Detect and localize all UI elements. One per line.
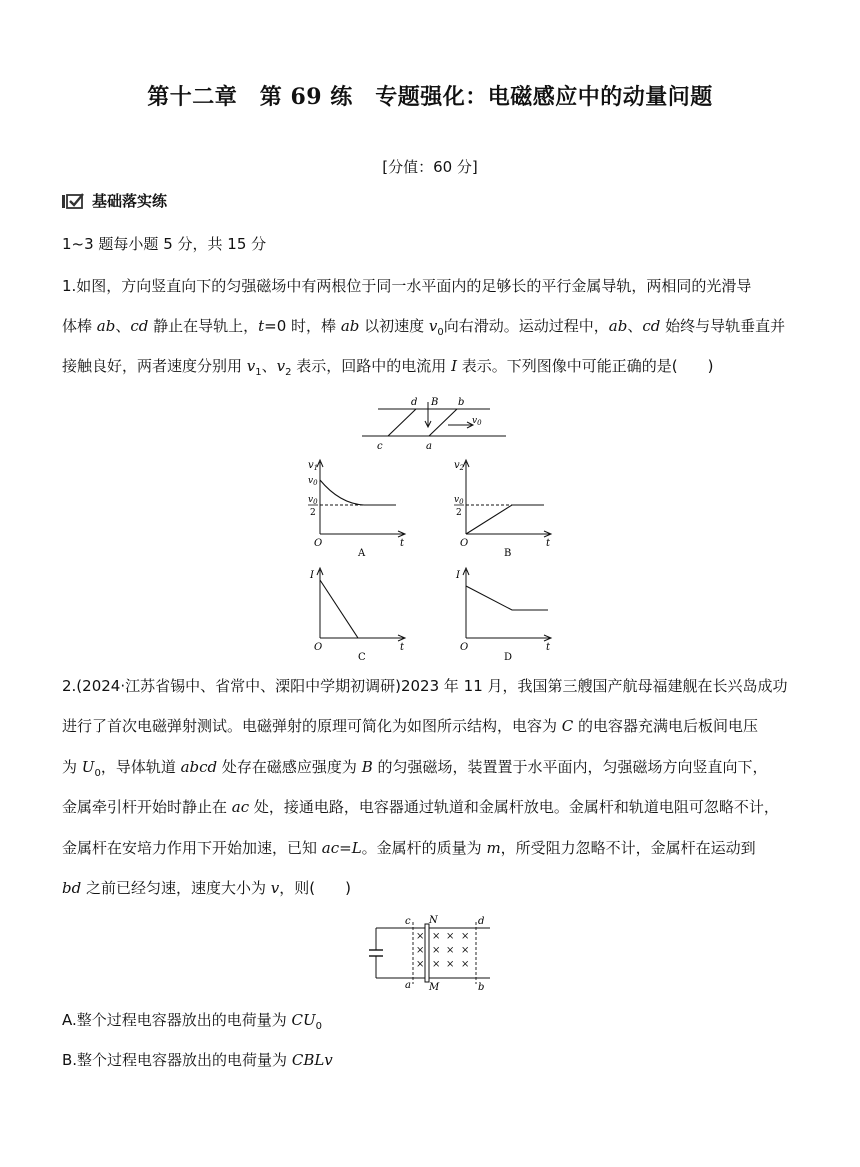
- ylabel-D: I: [456, 570, 460, 581]
- svg-text:×: ×: [461, 945, 470, 956]
- xlabel-A: t: [400, 538, 405, 549]
- ylabel-C: I: [310, 570, 314, 581]
- origin-A: O: [314, 538, 323, 549]
- section-header: [62, 190, 167, 211]
- label-a: a: [405, 980, 411, 991]
- svg-text:×: ×: [432, 959, 441, 970]
- graph-D: [446, 564, 556, 664]
- svg-text:×: ×: [432, 945, 441, 956]
- half-den-A: 2: [310, 508, 316, 518]
- svg-text:×: ×: [461, 959, 470, 970]
- xlabel-D: t: [546, 642, 551, 653]
- q2-option-B: B.整个过程电容器放出的电荷量为 CBLv: [62, 1051, 333, 1069]
- caption-A: A: [358, 548, 366, 559]
- q2-line-5: 金属杆在安培力作用下开始加速，已知 ac=L。金属杆的质量为 m，所受阻力忽略不计，金属杆在运动到: [62, 839, 756, 857]
- label-B: B: [431, 397, 439, 408]
- curve-C: [320, 580, 358, 638]
- xlabel-C: t: [400, 642, 405, 653]
- q2-line-4: 金属牵引杆开始时静止在 ac 处，接通电路，电容器通过轨道和金属杆放电。金属杆和轨道电阻可忽略不计，: [62, 798, 779, 816]
- svg-text:×: ×: [416, 959, 425, 970]
- graph-B: [446, 456, 556, 560]
- ylabel-A: $v_1$: [308, 460, 319, 472]
- curve-B: [466, 505, 544, 534]
- q1-line-1: 1.如图，方向竖直向下的匀强磁场中有两根位于同一水平面内的足够长的平行金属导轨，两相同的光滑导: [62, 277, 752, 295]
- label-c: c: [377, 441, 383, 452]
- origin-D: O: [460, 642, 469, 653]
- ylabel-B: $v_2$: [454, 460, 465, 472]
- label-b: b: [478, 982, 485, 992]
- half-num-B: $v_0$: [454, 495, 464, 506]
- svg-text:×: ×: [432, 931, 441, 942]
- checkbox-check-icon: [62, 193, 84, 209]
- svg-text:×: ×: [446, 945, 455, 956]
- rod-cd: [388, 409, 416, 436]
- label-M: M: [429, 982, 440, 992]
- q2-line-6: bd 之前已经匀速，速度大小为 v，则( ): [62, 879, 351, 897]
- svg-text:×: ×: [416, 945, 425, 956]
- label-v0: $v_0$: [472, 416, 482, 427]
- label-c: c: [405, 916, 411, 927]
- svg-text:×: ×: [461, 931, 470, 942]
- q2-option-A: A.整个过程电容器放出的电荷量为 $CU_0$: [62, 1011, 323, 1032]
- graph-C: [300, 564, 410, 664]
- svg-text:×: ×: [446, 931, 455, 942]
- caption-D: D: [504, 652, 513, 663]
- metal-rod: [425, 924, 429, 982]
- label-a: a: [426, 441, 432, 452]
- origin-B: O: [460, 538, 469, 549]
- label-N: N: [429, 915, 438, 926]
- svg-text:×: ×: [446, 959, 455, 970]
- q2-capacitor-figure: [366, 914, 496, 992]
- half-num-A: $v_0$: [308, 495, 318, 506]
- q1-rails-figure: [360, 392, 510, 454]
- graph-A: [300, 456, 410, 560]
- caption-C: C: [358, 652, 366, 663]
- v0-label-A: $v_0$: [308, 476, 318, 487]
- q2-line-3: 为 $U_0$，导体轨道 abcd 处存在磁感应强度为 B 的匀强磁场，装置置于水平面内，匀强磁场方向竖直向下，: [62, 758, 768, 779]
- score-label: [分值：60 分]: [382, 158, 478, 176]
- q2-line-1: 2.(2024·江苏省锡中、省常中、溧阳中学期初调研)2023 年 11 月，我国第三艘国产航母福建舰在长兴岛成功: [62, 677, 788, 695]
- origin-C: O: [314, 642, 323, 653]
- section-title: 基础落实练: [92, 192, 168, 210]
- caption-B: B: [504, 548, 512, 559]
- label-d: d: [478, 916, 485, 927]
- label-b: b: [458, 397, 465, 408]
- rod-ab: [429, 409, 457, 436]
- instruction-text: 1~3 题每小题 5 分，共 15 分: [62, 235, 267, 253]
- q2-line-2: 进行了首次电磁弹射测试。电磁弹射的原理可简化为如图所示结构，电容为 C 的电容器充满电后板间电压: [62, 717, 759, 735]
- svg-text:×: ×: [416, 931, 425, 942]
- q1-line-2: 体棒 ab、cd 静止在导轨上，t=0 时，棒 ab 以初速度 $v_0$向右滑动。运动过程中，ab、cd 始终与导轨垂直并: [62, 317, 786, 338]
- curve-A: [320, 480, 396, 505]
- curve-D: [466, 586, 548, 610]
- label-d: d: [411, 397, 418, 408]
- q1-line-3: 接触良好，两者速度分别用 $v_1$、$v_2$ 表示，回路中的电流用 I 表示。下列图像中可能正确的是( ): [62, 357, 714, 378]
- half-den-B: 2: [456, 508, 462, 518]
- page-title: 第十二章 第 69 练 专题强化：电磁感应中的动量问题: [147, 84, 713, 110]
- field-crosses: [416, 931, 469, 970]
- xlabel-B: t: [546, 538, 551, 549]
